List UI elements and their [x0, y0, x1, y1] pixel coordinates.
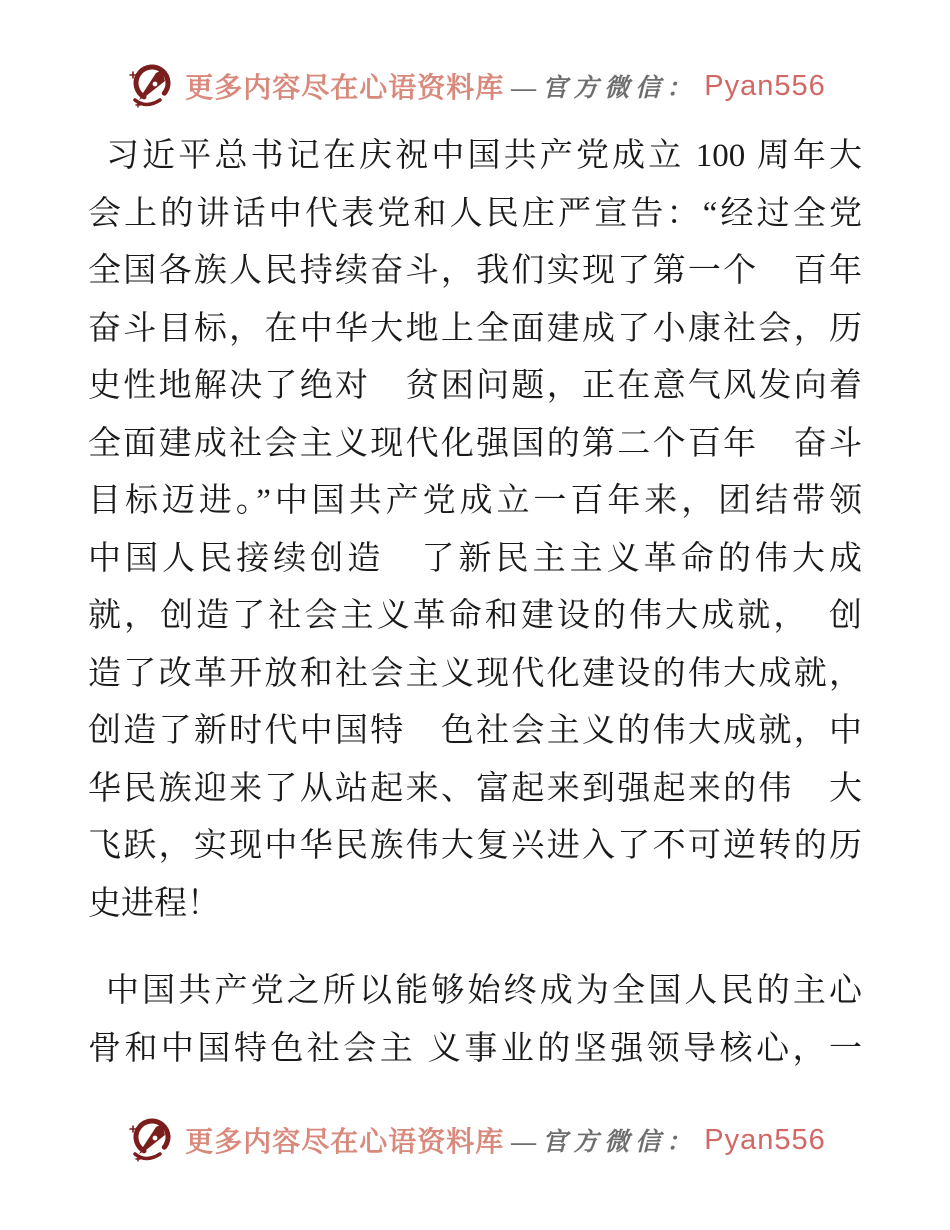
official-wechat-label: —官方微信： [511, 75, 698, 102]
text-line: 习近平总书记在庆祝中国共产党成立 100 周年大 [106, 138, 862, 174]
pen-swirl-logo-icon [124, 1113, 178, 1167]
text-line: 目标迈进。”中国共产党成立一百年来，团结带领 [88, 483, 862, 519]
text-line: 中国人民接续创造 了新民主主义革命的伟大成 [88, 540, 862, 577]
official-wechat-label: —官方微信： [511, 1129, 698, 1156]
text-line: 奋斗目标，在中华大地上全面建成了小康社会，历 [88, 310, 862, 347]
pen-swirl-logo-icon [124, 59, 178, 113]
text-line: 就，创造了社会主义革命和建设的伟大成就， 创 [88, 598, 862, 634]
brand-text: 更多内容尽在心语资料库 [185, 73, 505, 104]
text-line: 全国各族人民持续奋斗，我们实现了第一个 百年 [88, 253, 862, 289]
text-line: 史性地解决了绝对 贫困问题，正在意气风发向着 [88, 368, 862, 404]
paragraph [88, 963, 862, 1078]
paragraph [88, 128, 862, 933]
wechat-id: Pyan556 [704, 1123, 826, 1156]
text-line: 华民族迎来了从站起来、富起来到强起来的伟 大 [88, 770, 862, 807]
header-watermark [0, 58, 950, 114]
text-line: 会上的讲话中代表党和人民庄严宣告：“经过全党 [88, 195, 862, 232]
brand-text: 更多内容尽在心语资料库 [185, 1127, 505, 1158]
text-line: 全面建成社会主义现代化强国的第二个百年 奋斗 [88, 425, 862, 462]
text-line: 骨和中国特色社会主 义事业的坚强领导核心，一 [88, 1030, 862, 1067]
text-line: 造了改革开放和社会主义现代化建设的伟大成就， [88, 655, 862, 692]
text-line: 中国共产党之所以能够始终成为全国人民的主心 [106, 973, 862, 1009]
footer-watermark [0, 1112, 950, 1168]
document-body [88, 128, 862, 1078]
wechat-id: Pyan556 [704, 69, 826, 102]
text-line: 史进程！ [88, 885, 220, 922]
text-line: 飞跃，实现中华民族伟大复兴进入了不可逆转的历 [88, 828, 862, 864]
text-line: 创造了新时代中国特 色社会主义的伟大成就，中 [88, 713, 862, 749]
